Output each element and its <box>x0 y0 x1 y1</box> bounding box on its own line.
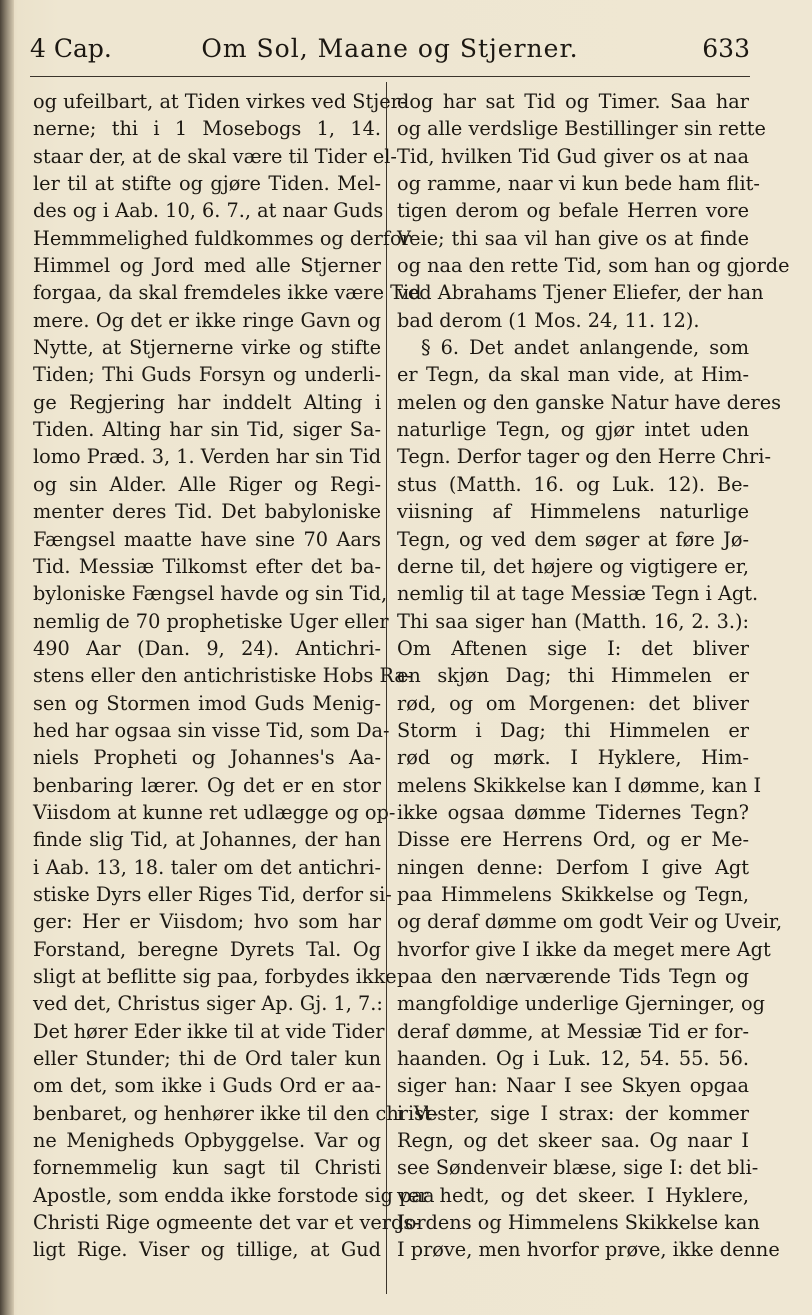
page-title: Om Sol, Maane og Stjerner. <box>201 33 579 63</box>
text-line: i Aab. 13, 18. taler om det antichri- <box>33 855 381 879</box>
text-line: sligt at beflitte sig paa, forbydes ikke <box>33 965 397 988</box>
text-line: lomo Præd. 3, 1. Verden har sin Tid <box>33 445 382 469</box>
text-line: naturlige Tegn, og gjør intet uden <box>397 418 749 442</box>
text-line: nemlig de 70 prophetiske Uger eller <box>33 609 389 633</box>
text-line: om det, som ikke i Guds Ord er aa- <box>33 1074 381 1098</box>
text-line: ligt Rige. Viser og tillige, at Gud <box>33 1238 381 1262</box>
text-line: viisning af Himmelens naturlige <box>397 500 749 524</box>
text-line: Nytte, at Stjernerne virke og stifte <box>33 336 381 360</box>
text-line: Tid, hvilken Tid Gud giver os at naa <box>397 144 749 168</box>
text-line: Om Aftenen sige I: det bliver <box>397 636 749 660</box>
text-line: og naa den rette Tid, som han og gjorde <box>397 254 790 278</box>
text-line: Veie; thi saa vil han give os at finde <box>397 226 749 250</box>
page-number: 633 <box>702 33 750 63</box>
text-line: og alle verdslige Bestillinger sin rette <box>397 117 766 141</box>
text-line: Jordens og Himmelens Skikkelse kan <box>397 1211 760 1235</box>
text-line: melen og den ganske Natur have deres <box>397 390 782 414</box>
header-rule <box>30 76 750 77</box>
book-spine-shadow <box>0 0 14 1315</box>
text-line: er Tegn, da skal man vide, at Him- <box>397 363 749 387</box>
text-line: hvorfor give I ikke da meget mere Agt <box>397 937 771 961</box>
text-line: og ufeilbart, at Tiden virkes ved Stjer- <box>33 90 407 113</box>
text-line: ved det, Christus siger Ap. Gj. 1, 7.: <box>33 992 383 1016</box>
text-line: ved Abrahams Tjener Eliefer, der han <box>397 281 764 305</box>
text-line: paa den nærværende Tids Tegn og <box>397 965 749 988</box>
text-line: Hemmmelighed fuldkommes og derfor <box>33 226 411 250</box>
text-line: finde slig Tid, at Johannes, der han <box>33 828 381 852</box>
text-line: haanden. Og i Luk. 12, 54. 55. 56. <box>397 1047 749 1071</box>
right-text-column <box>397 88 790 1264</box>
text-line: fornemmelig kun sagt til Christi <box>33 1156 381 1180</box>
text-line: Disse ere Herrens Ord, og er Me- <box>397 828 749 852</box>
text-line: § 6. Det andet anlangende, som <box>421 336 749 360</box>
text-line: I prøve, men hvorfor prøve, ikke denne <box>397 1238 780 1262</box>
text-line: niels Propheti og Johannes's Aa- <box>33 746 381 770</box>
text-line: stiske Dyrs eller Riges Tid, derfor si- <box>33 882 392 906</box>
text-line: mangfoldige underlige Gjerninger, og <box>397 992 765 1016</box>
text-line: Storm i Dag; thi Himmelen er <box>397 718 749 742</box>
text-line: Viisdom at kunne ret udlægge og op- <box>33 800 396 824</box>
text-line: nerne; thi i 1 Mosebogs 1, 14. <box>33 117 381 141</box>
text-line: menter deres Tid. Det babyloniske <box>33 500 381 524</box>
chapter-label: 4 Cap. <box>30 33 112 63</box>
text-line: Tegn. Derfor tager og den Herre Chri- <box>397 445 771 469</box>
text-line: bad derom (1 Mos. 24, 11. 12). <box>397 308 700 332</box>
text-line: see Søndenveir blæse, sige I: det bli- <box>397 1156 759 1180</box>
text-line: dog har sat Tid og Timer. Saa har <box>397 90 749 113</box>
text-line: benbaret, og henhører ikke til den christ- <box>33 1101 439 1125</box>
text-line: rød, og om Morgenen: det bliver <box>397 691 749 715</box>
text-line: Tegn, og ved dem søger at føre Jø- <box>397 527 749 551</box>
text-line: og ramme, naar vi kun bede ham flit- <box>397 172 760 196</box>
text-line: Forstand, beregne Dyrets Tal. Og <box>33 937 381 961</box>
text-line: Fængsel maatte have sine 70 Aars <box>33 527 381 551</box>
text-line: byloniske Fængsel havde og sin Tid, <box>33 582 388 606</box>
text-line: siger han: Naar I see Skyen opgaa <box>397 1074 749 1098</box>
text-line: ne Menigheds Opbyggelse. Var og <box>33 1129 381 1153</box>
text-line: og deraf dømme om godt Veir og Uveir, <box>397 910 783 934</box>
text-line: ger: Her er Viisdom; hvo som har <box>33 910 381 934</box>
text-line: rød og mørk. I Hyklere, Him- <box>397 746 749 770</box>
left-text-column <box>33 88 439 1264</box>
running-header <box>30 28 750 68</box>
text-line: nemlig til at tage Messiæ Tegn i Agt. <box>397 582 759 606</box>
text-line: eller Stunder; thi de Ord taler kun <box>33 1047 381 1071</box>
text-line: paa Himmelens Skikkelse og Tegn, <box>397 882 749 906</box>
text-line: forgaa, da skal fremdeles ikke være Tid <box>33 281 422 305</box>
text-line: Det hører Eder ikke til at vide Tider <box>33 1019 385 1043</box>
text-line: 490 Aar (Dan. 9, 24). Antichri- <box>33 636 381 660</box>
text-line: mere. Og det er ikke ringe Gavn og <box>33 308 381 332</box>
text-line: i Vester, sige I strax: der kommer <box>397 1101 749 1125</box>
text-line: derne til, det højere og vigtigere er, <box>397 554 749 578</box>
text-line: Thi saa siger han (Matth. 16, 2. 3.): <box>397 609 749 633</box>
text-line: melens Skikkelse kan I dømme, kan I <box>397 773 762 797</box>
text-line: deraf dømme, at Messiæ Tid er for- <box>397 1019 749 1043</box>
text-line: Christi Rige ogmeente det var et verds- <box>33 1211 420 1235</box>
text-line: tigen derom og befale Herren vore <box>397 199 749 223</box>
text-line: stens eller den antichristiske Hobs Ra- <box>33 664 413 688</box>
text-line: Tiden; Thi Guds Forsyn og underli- <box>33 363 381 387</box>
text-line: en skjøn Dag; thi Himmelen er <box>397 664 749 688</box>
text-line: des og i Aab. 10, 6. 7., at naar Guds <box>33 199 384 223</box>
text-line: staar der, at de skal være til Tider el- <box>33 144 397 168</box>
text-line: Regn, og det skeer saa. Og naar I <box>397 1129 749 1153</box>
text-line: hed har ogsaa sin visse Tid, som Da- <box>33 718 390 742</box>
text-line: Himmel og Jord med alle Stjerner <box>33 254 381 278</box>
text-line: benbaring lærer. Og det er en stor <box>33 773 381 797</box>
text-line: ikke ogsaa dømme Tidernes Tegn? <box>397 800 749 824</box>
text-line: Tid. Messiæ Tilkomst efter det ba- <box>33 554 381 578</box>
text-line: ningen denne: Derfom I give Agt <box>397 855 749 879</box>
text-line: stus (Matth. 16. og Luk. 12). Be- <box>397 472 749 496</box>
text-line: ge Regjering har inddelt Alting i <box>33 390 381 414</box>
text-line: ver hedt, og det skeer. I Hyklere, <box>397 1183 749 1207</box>
text-line: sen og Stormen imod Guds Menig- <box>33 691 381 715</box>
text-line: Apostle, som endda ikke forstode sig paa <box>33 1183 435 1207</box>
text-line: ler til at stifte og gjøre Tiden. Mel- <box>33 172 381 196</box>
text-line: og sin Alder. Alle Riger og Regi- <box>33 472 381 496</box>
text-line: Tiden. Alting har sin Tid, siger Sa- <box>33 418 381 442</box>
